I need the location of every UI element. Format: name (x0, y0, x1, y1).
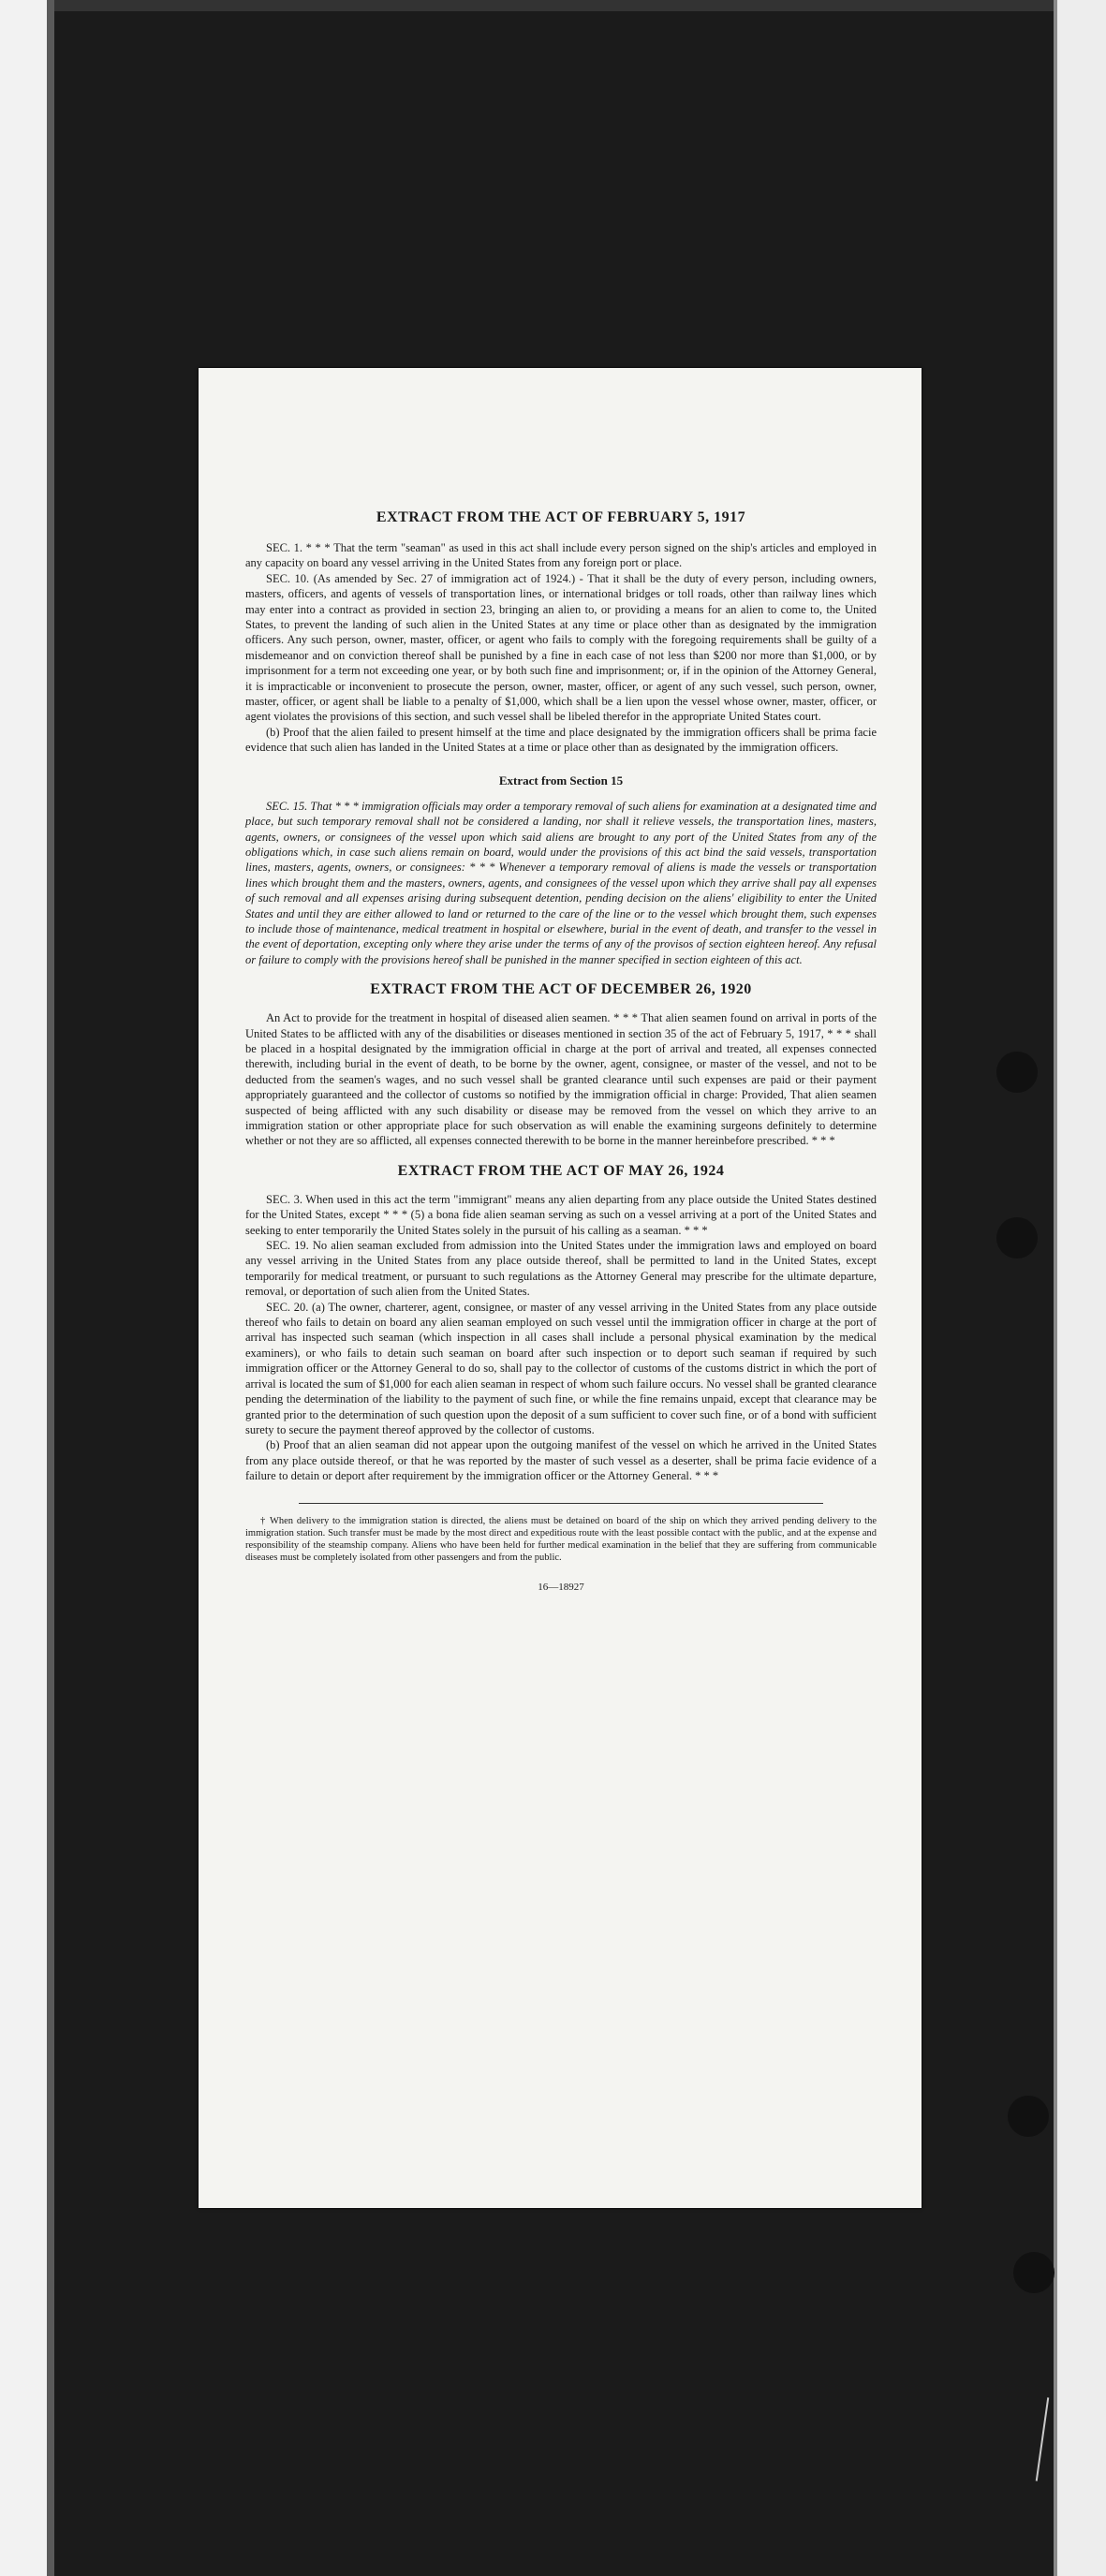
section-heading: Extract from Section 15 (498, 773, 624, 788)
paragraph: SEC. 3. When used in this act the term "immigrant" means any alien departing from any place outside the United States destined for the United States, except * * * (5) a bona fide alien seaman serving as such on a vessel arriving at a port of the United States and seeking to enter temporarily the United States solely in the pursuit of his calling as a seaman. * * * (245, 1192, 877, 1237)
paragraph: (b) Proof that the alien failed to present himself at the time and place designated by the immigration officers shall be prima facie evidence that such alien has landed in the United States at a time or place other than as designated by the immigration officers. (245, 725, 877, 755)
punch-hole (996, 1217, 1038, 1259)
punch-hole (1013, 2252, 1054, 2293)
document-text (245, 508, 877, 1594)
paragraph: SEC. 19. No alien seaman excluded from admission into the United States under the immigration laws and employed on board any vessel arriving in the United States from any place outside thereof, shall be permitted to land in the United States, except temporarily for medical treatment, or pursuant to such regulations as the Attorney General may prescribe for the ultimate departure, removal, or deportation of such alien from the United States. (245, 1239, 877, 1299)
scan-right-margin (1057, 0, 1106, 2576)
paragraph: An Act to provide for the treatment in hospital of diseased alien seamen. * * * That alien seamen found on arrival in ports of the United States to be afflicted with any of the disabilities or diseases mentioned in section 35 of the act of February 5, 1917, * * * shall be placed in a hospital designated by the immigration official in charge at the port of arrival and treated, all expenses connected therewith, including burial in the event of death, to be borne by the owner, agent, consignee, or master of the vessel, and not to be deducted from the seamen's wages, and no such vessel shall be granted clearance until such expenses are paid or their payment appropriately guaranteed and the collector of customs so notified by the immigration official in charge: Provided, That alien seamen suspected of being afflicted with any such disability or disease may be removed from the vessel on which they arrive to an immigration station or other appropriate place for such observation as will enable the examining surgeons definitely to determine whether or not they are so afflicted, all expenses connected therewith to be borne in the manner hereinbefore prescribed. * * * (245, 1011, 877, 1148)
paragraph: SEC. 20. (a) The owner, charterer, agent, consignee, or master of any vessel arriving in the United States from any place outside thereof who fails to detain on board any alien seaman employed on such vessel until the immigration officer in charge at the port of arrival has inspected such seaman (which inspection in all cases shall include a personal physical examination by the medical examiners), or who fails to detain such seaman on board after such inspection or to deport such seaman if required by such immigration officer or the Attorney General to do so, shall pay to the collector of customs of the customs district in which the port of arrival is located the sum of $1,000 for each alien seaman in respect of whom such failure occurs. No vessel shall be granted clearance pending the determination of the liability to the payment of such fine, or while the fine remains unpaid, except that clearance may be granted prior to the determination of such question upon the deposit of a sum sufficient to cover such fine, or of a bond with sufficient surety to secure the payment thereof approved by the collector of customs. (245, 1300, 877, 1436)
paragraph: SEC. 15. That * * * immigration officials may order a temporary removal of such aliens for examination at a designated time and place, but such temporary removal shall not be considered a landing, nor shall it relieve vessels, the transportation lines, masters, agents, owners, or consignees of the vessel upon which said aliens are brought to any port of the United States from any of the obligations which, in case such aliens remain on board, would under the provisions of this act bind the said vessels, transportation lines, masters, agents, owners, or consignees: * * * Whenever a temporary removal of aliens is made the vessels or transportation lines which brought them and the masters, owners, agents, and consignees of the vessel upon which they arrive shall pay all expenses of such removal and all expenses arising during subsequent detention, pending decision on the aliens' eligibility to enter the United States and until they are either allowed to land or returned to the care of the line or to the vessel which brought them, such expenses to include those of maintenance, medical treatment in hospital or elsewhere, burial in the event of death, and transfer to the vessel in the event of deportation, excepting only where they arise under the terms of any of the provisos of section eighteen hereof. Any refusal or failure to comply with the provisions hereof shall be punished in the manner specified in section eighteen of this act. (245, 799, 877, 966)
paragraph: SEC. 1. * * * That the term "seaman" as used in this act shall include every person signed on the ship's articles and employed in any capacity on board any vessel arriving in the United States from any foreign port or place. (245, 541, 877, 570)
section-heading: EXTRACT FROM THE ACT OF FEBRUARY 5, 1917 (376, 509, 746, 525)
form-number: 16—18927 (538, 1581, 584, 1593)
scan-scratch (1036, 2397, 1050, 2480)
paragraph: (b) Proof that an alien seaman did not appear upon the outgoing manifest of the vessel on which he arrived in the United States from any place outside thereof, or that he was reported by the master of such vessel as a deserter, shall be prima facie evidence of a failure to detain or deport after requirement by the immigration officer or the Attorney General. * * * (245, 1438, 877, 1483)
punch-hole (1008, 2096, 1049, 2137)
section-heading: EXTRACT FROM THE ACT OF DECEMBER 26, 1920 (370, 981, 752, 998)
section-heading: EXTRACT FROM THE ACT OF MAY 26, 1924 (397, 1162, 725, 1179)
scan-top-border (54, 0, 1056, 11)
paragraph: SEC. 10. (As amended by Sec. 27 of immigration act of 1924.) - That it shall be the duty of every person, including owners, masters, officers, and agents of vessels of transportation lines, or international bridges or toll roads, other than railway lines which may enter into a contract as provided in section 23, bringing an alien to, or providing a means for an alien to come to, the United States, to prevent the landing of such alien in the United States at any time or place other than as designated by the immigration officers. Any such person, owner, master, officer, or agent who fails to comply with the foregoing requirements shall be guilty of a misdemeanor and on conviction thereof shall be punished by a fine in each case of not less than $200 nor more than $1,000, or by imprisonment for a term not exceeding one year, or by both such fine and imprisonment; or, if in the opinion of the Attorney General, it is impracticable or inconvenient to prosecute the person, owner, master, officer, or agent of any such vessel, such person, owner, master, officer, or agent shall be liable to a penalty of $1,000, which shall be a lien upon the vessel whose owner, master, officer, or agent violates the provisions of this section, and such vessel shall be libeled therefor in the appropriate United States court. (245, 571, 877, 724)
footnote: † When delivery to the immigration station is directed, the aliens must be detained on board of the ship on which they arrived pending delivery to the immigration station. Such transfer must be made by the most direct and expeditious route with the least possible contact with the public, and at the expense and responsibility of the steamship company. Aliens who have been held for further medical examination in the belief that they are suffering from communicable diseases must be completely isolated from other passengers and from the public. (245, 1515, 877, 1563)
document-page (199, 368, 922, 2208)
punch-hole (996, 1052, 1038, 1093)
scan-left-border (47, 0, 54, 2576)
